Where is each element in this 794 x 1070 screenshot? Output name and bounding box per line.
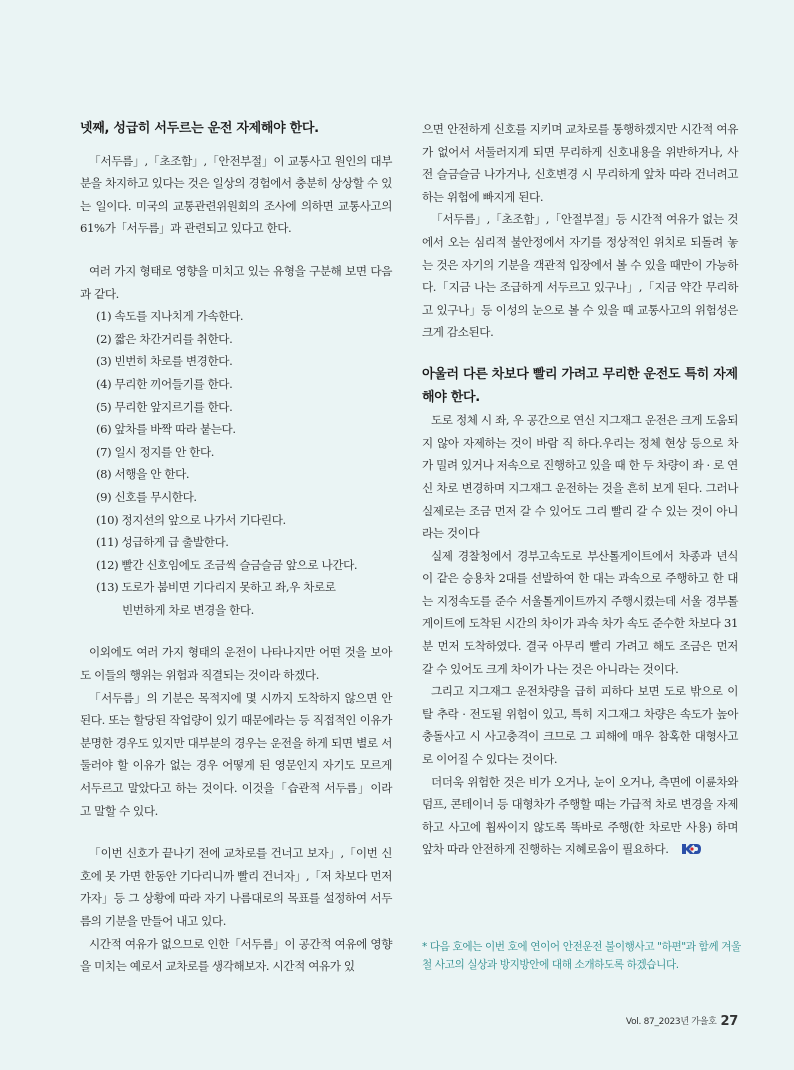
right-column <box>422 118 738 863</box>
list-item: (10) 정지선의 앞으로 나가서 기다린다. <box>96 512 286 527</box>
list-item: (2) 짧은 차간거리를 취한다. <box>96 331 233 346</box>
paragraph: 「서두름」,「초조함」,「안절부절」등 시간적 여유가 없는 것에서 오는 심리적 불안정에서 자기를 정상적인 위치로 되돌려 놓는 것은 자기의 기분을 객관적 입장에서 볼 수 있을 때만이 가능하다.「지금 나는 조급하게 서두르고 있구나」,「지금 약간 무리하고 있구나」등 이성의 눈으로 볼 수 있을 때 교통사고의 위험성은 크게 감소된다. <box>422 212 738 340</box>
next-issue-note: * 다음 호에는 이번 호에 연이어 안전운전 불이행사고 "하편"과 함께 겨울철 사고의 실상과 방지방안에 대해 소개하도록 하겠습니다. <box>422 941 741 971</box>
paragraph-last <box>422 771 738 863</box>
paragraph: 이외에도 여러 가지 형태의 운전이 나타나지만 어떤 것을 보아도 이들의 행위는 위험과 직결되는 것이라 하겠다. <box>80 645 392 683</box>
list-item: (6) 앞차를 바짝 따라 붙는다. <box>96 422 236 437</box>
list-item: (13) 도로가 붐비면 기다리지 못하고 좌,우 차로로 <box>96 580 336 595</box>
issue-label: Vol. 87_2023년 가을호 <box>625 1017 717 1027</box>
left-column <box>80 118 392 978</box>
paragraph-text: 더더욱 위험한 것은 비가 오거나, 눈이 오거나, 측면에 이륜차와 덤프, 콘테이너 등 대형차가 주행할 때는 가급적 차로 변경을 자제하고 사고에 휩싸이지 않도록 똑바로 주행(한 차로만 사용) 하며 앞차 따라 안전하게 진행하는 지혜로움이 필요하다. <box>422 774 738 857</box>
list-item: (5) 무리한 앞지르기를 한다. <box>96 399 233 414</box>
paragraph: 그리고 지그재그 운전차량을 급히 피하다 보면 도로 밖으로 이탈 추락 · 전도될 위험이 있고, 특히 지그재그 차량은 속도가 높아 충돌사고 시 사고충격이 크므로 그 피해에 매우 참혹한 대형사고로 이어질 수 있다는 것이다. <box>422 684 738 767</box>
list-item: (9) 신호를 무시한다. <box>96 489 197 504</box>
list-item-continuation: 빈번하게 차로 변경을 한다. <box>122 602 254 617</box>
list-item: (11) 성급하게 급 출발한다. <box>96 535 229 550</box>
paragraph: 실제 경찰청에서 경부고속도로 부산톨게이트에서 차종과 년식이 같은 승용차 2대를 선발하여 한 대는 과속으로 주행하고 한 대는 지정속도를 준수 서울톨게이트까지 주행시켰는데 서울 경부톨게이트에 도착된 시간의 차이가 과속 차가 속도 준수한 차보다 31분 먼저 도착하였다. 결국 아무리 빨리 가려고 해도 조금은 먼저 갈 수 있어도 크게 차이가 나는 것은 아니라는 것이다. <box>422 548 738 676</box>
kd-logo-icon <box>672 840 701 863</box>
paragraph: 도로 정체 시 좌, 우 공간으로 연신 지그재그 운전은 크게 도움되지 않아 자제하는 것이 바람 직 하다.우리는 정체 현상 등으로 차가 밀려 있거나 저속으로 진행하고 있을 때 한 두 차량이 좌 · 로 연신 차로 변경하며 지그재그 운전하는 것을 흔히 보게 된다. 그러나 실제로는 조금 먼저 갈 수 있어도 그리 빨리 갈 수 있는 것이 아니라는 것이다 <box>422 413 738 541</box>
behavior-list <box>80 305 392 621</box>
list-item: (3) 빈번히 차로를 변경한다. <box>96 354 233 369</box>
page-footer <box>626 1014 738 1029</box>
paragraph: 시간적 여유가 없으므로 인한「서두름」이 공간적 여유에 영향을 미치는 예로서 교차로를 생각해보자. 시간적 여유가 있 <box>80 936 392 974</box>
section-heading-hurry: 넷째, 성급히 서두르는 운전 자제해야 한다. <box>80 121 319 136</box>
section-heading-zigzag: 아울러 다른 차보다 빨리 가려고 무리한 운전도 특히 자제 해야 한다. <box>422 366 738 405</box>
list-item: (1) 속도를 지나치게 가속한다. <box>96 309 244 324</box>
paragraph: 「서두름」,「초조함」,「안전부절」이 교통사고 원인의 대부분을 차지하고 있다는 것은 일상의 경험에서 충분히 상상할 수 있는 일이다. 미국의 교통관련위원회의 조사에 의하면 교통사고의 61%가「서두름」과 관련되고 있다고 한다. <box>80 153 392 236</box>
list-item: (12) 빨간 신호임에도 조금씩 슬금슬금 앞으로 나간다. <box>96 557 358 572</box>
list-item: (4) 무리한 끼어들기를 한다. <box>96 376 233 391</box>
paragraph: 으면 안전하게 신호를 지키며 교차로를 통행하겠지만 시간적 여유가 없어서 서둘러지게 되면 무리하게 신호내용을 위반하거나, 사전 슬금슬금 나가거나, 신호변경 시 무리하게 앞차 따라 건너려고 하는 위험에 빠지게 된다. <box>422 122 738 204</box>
page-number: 27 <box>720 1014 738 1029</box>
list-item: (8) 서행을 안 한다. <box>96 467 190 482</box>
paragraph: 「이번 신호가 끝나기 전에 교차로를 건너고 보자」,「이번 신호에 못 가면 한동안 기다리니까 빨리 건너자」,「저 차보다 먼저 가자」등 그 상황에 따라 자기 나름대로의 목표를 설정하여 서두름의 기분을 만들어 내고 있다. <box>80 846 392 928</box>
paragraph: 「서두름」의 기분은 목적지에 몇 시까지 도착하지 않으면 안 된다. 또는 할당된 작업량이 있기 때문에라는 등 직접적인 이유가 분명한 경우도 있지만 대부분의 경우는 운전을 하게 되면 별로 서둘러야 할 이유가 없는 경우 어떻게 된 영문인지 자기도 모르게 서두르고 말았다고 하는 것이다. 이것을「습관적 서두름」이라고 말할 수 있다. <box>80 690 392 818</box>
list-item: (7) 일시 정지를 안 한다. <box>96 444 215 459</box>
paragraph: 여러 가지 형태로 영향을 미치고 있는 유형을 구분해 보면 다음과 같다. <box>80 263 392 301</box>
